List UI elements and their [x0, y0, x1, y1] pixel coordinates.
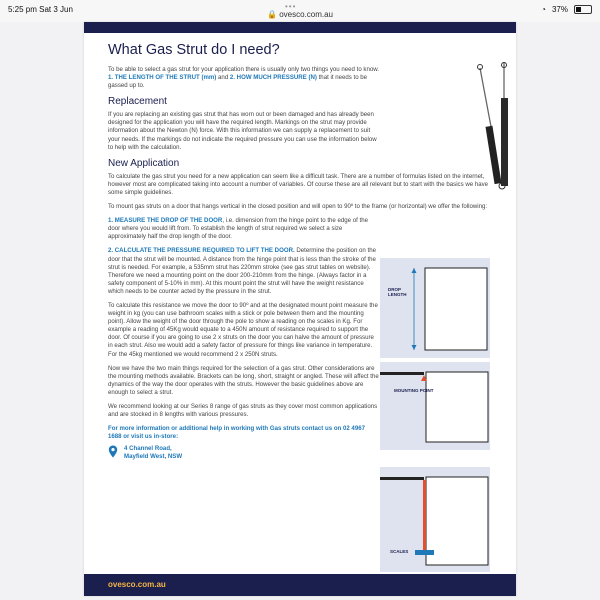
recommend-paragraph: We recommend looking at our Series 8 range of gas struts as they cover most common applications and are stocked in 8 lengths with various pressures. [108, 403, 378, 419]
document-page [84, 22, 516, 596]
replacement-paragraph: If you are replacing an existing gas strut that has worn out or been damaged and has already been designed for the application you will have the required length. Markings on the strut may provide information about the Newton (N) force. With this information we can supply a replacement to suit your needs. If the markings do not indicate the required pressure you can use the information below to help with the calculation. [108, 111, 377, 151]
scales-label: SCALES [390, 549, 409, 554]
status-indicators [541, 5, 592, 14]
footer-website[interactable]: ovesco.com.au [108, 580, 166, 589]
mounting-point-label: MOUNTING POINT [394, 388, 434, 393]
page-footer [84, 574, 516, 596]
length-label: LENGTH [388, 292, 407, 297]
battery-icon [574, 5, 592, 14]
step2-paragraph: 2. CALCULATE THE PRESSURE REQUIRED TO LIFT THE DOOR. Determine the position on the door that the strut will be mounted. A distance from the hinge point that is less than the stroke of the strut is needed. For example, a 535mm strut has 220mm stroke (see gas strut tables on website). Therefore we need a mounting point on the door 200-210mm from the hinge. (Always factor in a safety component of 5-10% in mm). At this mount point the strut will have the weight resistance which needs to be counter acted by the pressure in the strut. [108, 247, 376, 295]
status-bar [0, 0, 600, 22]
mounting-point-diagram [380, 362, 490, 450]
address-line-2: Mayfield West, NSW [124, 452, 183, 460]
page-header-bar [84, 22, 516, 33]
battery-percent: 37% [551, 5, 568, 14]
tab-dots-icon[interactable]: ••• [285, 2, 297, 11]
drop-length-diagram [380, 258, 490, 358]
location-pin-icon [108, 445, 118, 458]
calc-paragraph: To calculate this resistance we move the door to 90º and at the designated mount point measure the weight in kg (you can use bathroom scales with a stick or pole between them and the mounting point). Allow the weight of the door through the pole to show a reading on the scales in Kg. For example a reading of 45Kg would equate to a 450N amount of resistance required to support the door. Of course if you are going to use 2 x struts on the door you can halve the amount of pressure in each strut. Also we would add a safety factor of pressure for things like variance in temperature. For the 45kg mentioned we would recommend 2 x 250N struts. [108, 301, 378, 358]
door-paragraph: To mount gas struts on a door that hangs vertical in the closed position and will open to 90º to the frame (or horizontal) we offer the following: [108, 203, 488, 211]
step1-paragraph: 1. MEASURE THE DROP OF THE DOOR, i.e. dimension from the hinge point to the edge of the door where you would lift from. To establish the length of strut required we select a size approximately half the drop length of the door. [108, 217, 368, 241]
intro-paragraph: To be able to select a gas strut for your application there is usually only two things you need to know. 1. THE LENGTH OF THE STRUT (mm) and 2. HOW MUCH PRESSURE (N) that it needs to be gassed up to. [108, 66, 379, 90]
wifi-icon: ◔ [541, 5, 546, 14]
page-title: What Gas Strut do I need? [108, 42, 280, 58]
new-application-paragraph: To calculate the gas strut you need for a new application can seem like a difficult task. There are a number of formulas listed on the internet, however most are complicated taking into account a number of variables. Of course these are all relevant but to start with the basics we have some simple guidelines. [108, 172, 489, 196]
url-text: ovesco.com.au [279, 10, 333, 19]
new-application-heading: New Application [108, 157, 180, 169]
scales-diagram [380, 467, 490, 572]
status-time: 5:25 pm Sat 3 Jun [8, 5, 73, 14]
mounting-paragraph: Now we have the two main things required for the selection of a gas strut. Other considerations are the mounting methods available. Brackets can be long, short, straight or angled. These will affect the dynamics of the way the door operates with the struts. However the basic guidelines above are enough to select a strut. [108, 364, 379, 396]
replacement-heading: Replacement [108, 96, 167, 108]
url-bar[interactable]: 🔒 ovesco.com.au [267, 10, 333, 19]
drop-label: DROP [388, 287, 402, 292]
address-line-1: 4 Channel Road, [124, 445, 172, 453]
contact-text: For more information or additional help in working with Gas struts contact us on 02 4967 1688 or visit us in-store: [108, 425, 365, 441]
